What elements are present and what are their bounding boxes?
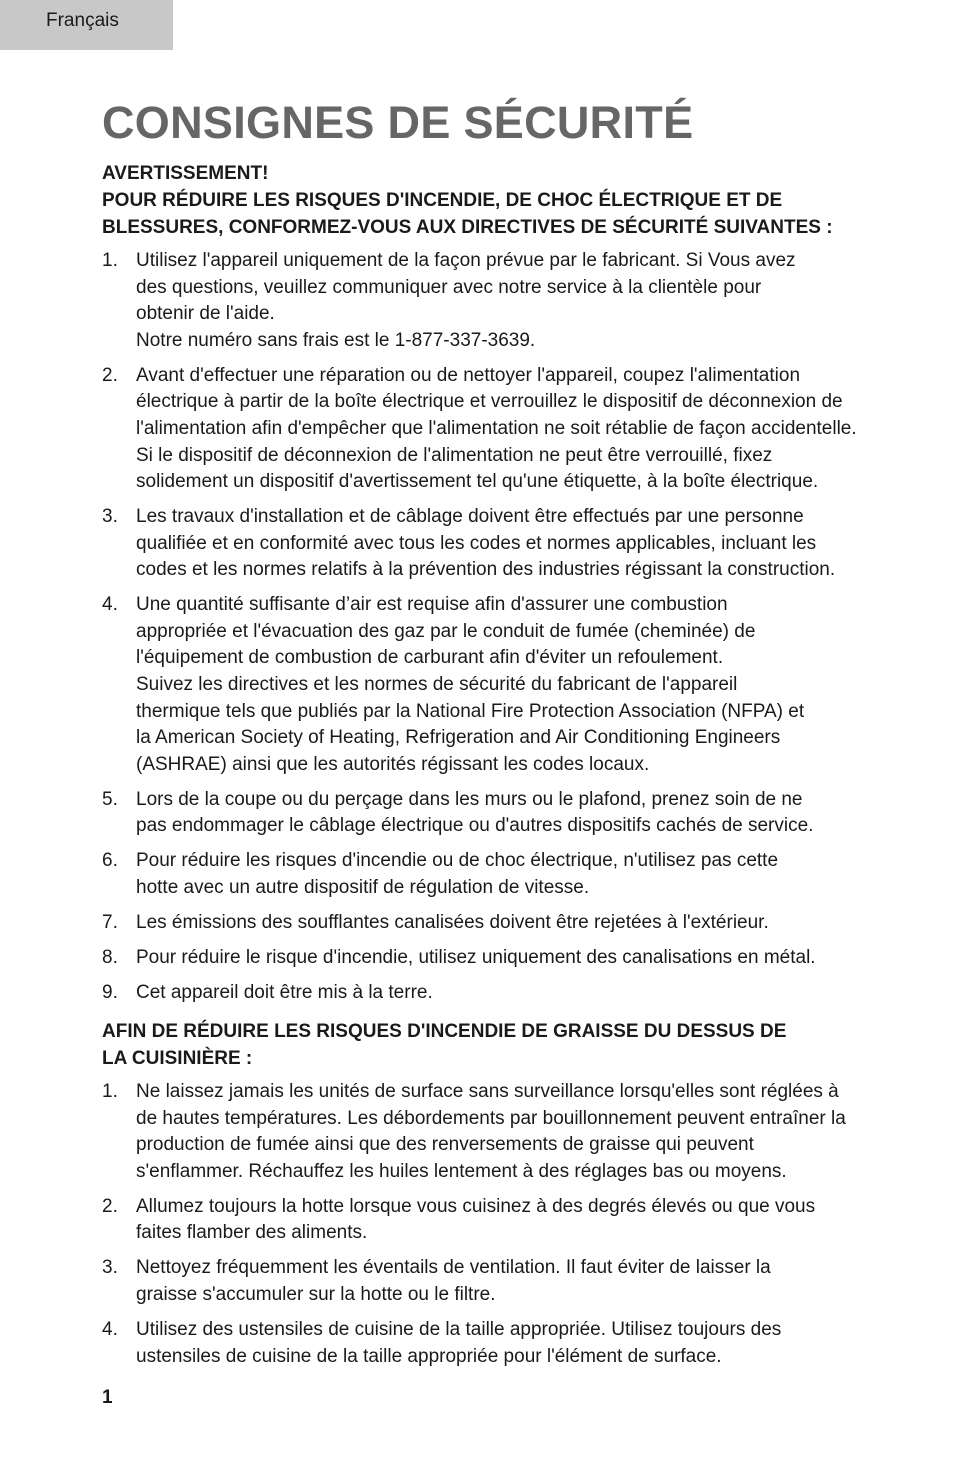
warning-title: AVERTISSEMENT!	[102, 163, 269, 184]
item-text-line: Nettoyez fréquemment les éventails de ventilation. Il faut éviter de laisser la	[136, 1257, 771, 1279]
item-text-line: Avant d'effectuer une réparation ou de nettoyer l'appareil, coupez l'alimentation	[136, 364, 801, 386]
item-number: 8.	[102, 946, 118, 968]
grease-heading-line: LA CUISINIÈRE :	[102, 1048, 253, 1069]
grease-fire-instructions-list	[102, 1079, 882, 1379]
item-number: 3.	[102, 1257, 118, 1279]
item-text-line: qualifiée et en conformité avec tous les codes et normes applicables, incluant les	[136, 532, 817, 554]
item-text-line: l'équipement de combustion de carburant afin d'éviter un refoulement.	[136, 647, 724, 669]
item-number: 9.	[102, 981, 118, 1003]
item-text-line: thermique tels que publiés par la National Fire Protection Association (NFPA) et	[136, 700, 805, 722]
item-text-line: graisse s'accumuler sur la hotte ou le filtre.	[136, 1283, 496, 1305]
item-text-line: Les émissions des soufflantes canalisées doivent être rejetées à l'extérieur.	[136, 912, 769, 933]
safety-item	[102, 910, 882, 937]
item-number: 7.	[102, 912, 118, 933]
item-text-line: des questions, veuillez communiquer avec notre service à la clientèle pour	[136, 276, 762, 298]
item-text-line: production de fumée ainsi que des renversements de graisse qui peuvent	[136, 1134, 754, 1156]
item-number: 2.	[102, 364, 118, 386]
item-text-line: Suivez les directives et les normes de sécurité du fabricant de l'appareil	[136, 674, 738, 696]
grease-heading-line: AFIN DE RÉDUIRE LES RISQUES D'INCENDIE DE GRAISSE DU DESSUS DE	[102, 1021, 787, 1042]
item-number: 1.	[102, 250, 118, 271]
safety-item	[102, 980, 882, 1007]
item-text-line: Ne laissez jamais les unités de surface sans surveillance lorsqu'elles sont réglées à	[136, 1081, 839, 1102]
item-number: 6.	[102, 850, 118, 872]
grease-item	[102, 1255, 882, 1308]
item-text-line: s'enflammer. Réchauffez les huiles lentement à des réglages bas ou moyens.	[136, 1160, 787, 1182]
item-text-line: la American Society of Heating, Refrigeration and Air Conditioning Engineers	[136, 727, 781, 749]
item-text-line: codes et les normes relatifs à la prévention des industries régissant la construction.	[136, 559, 836, 581]
item-number: 2.	[102, 1195, 118, 1217]
item-text-line: ustensiles de cuisine de la taille appropriée pour l'élément de surface.	[136, 1345, 722, 1367]
warning-heading	[102, 160, 902, 241]
item-number: 1.	[102, 1081, 118, 1102]
item-text-line: Allumez toujours la hotte lorsque vous cuisinez à des degrés élevés ou que vous	[136, 1195, 816, 1217]
item-text-line: Si le dispositif de déconnexion de l'alimentation ne peut être verrouillé, fixez	[136, 444, 773, 466]
grease-fire-heading	[102, 1018, 862, 1072]
safety-item	[102, 787, 882, 840]
item-number: 3.	[102, 506, 118, 528]
grease-item	[102, 1194, 882, 1247]
safety-instructions-list	[102, 248, 882, 1015]
warning-subheading-line: POUR RÉDUIRE LES RISQUES D'INCENDIE, DE CHOC ÉLECTRIQUE ET DE	[102, 190, 783, 211]
page-title: CONSIGNES DE SÉCURITÉ	[102, 97, 694, 148]
item-text-line: Utilisez l'appareil uniquement de la façon prévue par le fabricant. Si Vous avez	[136, 250, 796, 271]
item-text-line: de hautes températures. Les débordements par bouillonnement peuvent entraîner la	[136, 1107, 846, 1129]
grease-item	[102, 1079, 882, 1185]
safety-item	[102, 248, 882, 354]
item-text-line: pas endommager le câblage électrique ou d'autres dispositifs cachés de service.	[136, 815, 814, 837]
language-tab[interactable]: Français	[0, 0, 173, 50]
safety-item	[102, 592, 882, 778]
safety-item	[102, 945, 882, 972]
item-text-line: solidement un dispositif d'avertissement tel qu'une étiquette, à la boîte électrique.	[136, 471, 819, 493]
item-number: 4.	[102, 594, 118, 616]
item-text-line: faites flamber des aliments.	[136, 1222, 368, 1244]
item-text-line: Une quantité suffisante d’air est requise afin d'assurer une combustion	[136, 594, 728, 616]
item-text-line: électrique à partir de la boîte électrique et verrouillez le dispositif de déconnexion de	[136, 391, 843, 413]
item-number: 4.	[102, 1318, 118, 1340]
item-text-line: hotte avec un autre dispositif de régulation de vitesse.	[136, 877, 590, 899]
item-text-line: Cet appareil doit être mis à la terre.	[136, 981, 433, 1003]
item-number: 5.	[102, 788, 118, 810]
item-text-line: obtenir de l'aide.	[136, 303, 275, 325]
warning-subheading-line: BLESSURES, CONFORMEZ-VOUS AUX DIRECTIVES DE SÉCURITÉ SUIVANTES :	[102, 217, 833, 238]
item-text-line: Pour réduire les risques d'incendie ou de choc électrique, n'utilisez pas cette	[136, 850, 779, 872]
page-number: 1	[102, 1387, 113, 1408]
item-text-line: (ASHRAE) ainsi que les autorités régissant les codes locaux.	[136, 753, 650, 775]
item-text-line: Utilisez des ustensiles de cuisine de la taille appropriée. Utilisez toujours des	[136, 1318, 782, 1340]
safety-item	[102, 848, 882, 901]
safety-item	[102, 504, 882, 584]
item-text-line: l'alimentation afin d'empêcher que l'alimentation ne soit rétablie de façon accidentelle.	[136, 417, 857, 439]
item-text-line: Lors de la coupe ou du perçage dans les murs ou le plafond, prenez soin de ne	[136, 788, 803, 810]
item-text-line: Pour réduire le risque d'incendie, utilisez uniquement des canalisations en métal.	[136, 946, 816, 968]
grease-item	[102, 1317, 882, 1370]
item-text-line: appropriée et l'évacuation des gaz par le conduit de fumée (cheminée) de	[136, 620, 756, 642]
item-text-line: Notre numéro sans frais est le 1-877-337-3639.	[136, 329, 536, 351]
safety-item	[102, 363, 882, 496]
item-text-line: Les travaux d'installation et de câblage doivent être effectués par une personne	[136, 506, 804, 528]
